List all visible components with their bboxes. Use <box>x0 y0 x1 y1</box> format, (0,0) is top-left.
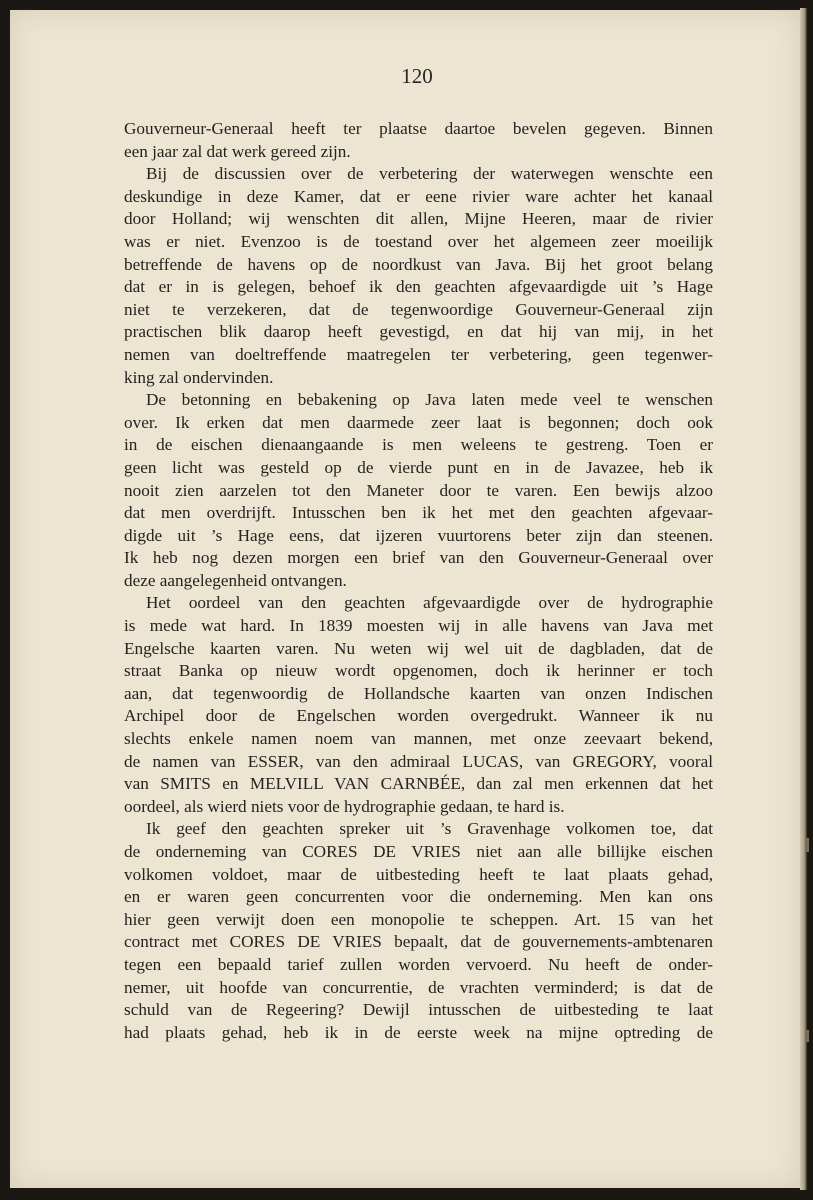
text-line: practischen blik daarop heeft gevestigd, en dat hij van mij, in het <box>124 322 713 342</box>
text-line: niet te verzekeren, dat de tegenwoordige Gouverneur-Generaal zijn <box>124 299 713 319</box>
text-line: king zal ondervinden. <box>124 367 274 387</box>
text-line: hier geen verwijt doen een monopolie te scheppen. Art. 15 van het <box>124 909 713 929</box>
text-line: tegen een bepaald tarief zullen worden vervoerd. Nu heeft de onder- <box>124 954 713 974</box>
margin-mark <box>806 1030 809 1042</box>
text-line: de namen van ESSER, van den admiraal LUCAS, van GREGORY, vooral <box>124 751 713 771</box>
text-line: aan, dat tegenwoordig de Hollandsche kaarten van onzen Indischen <box>124 683 713 703</box>
text-line: dat er in is gelegen, behoef ik den geachten afgevaardigde uit ’s Hage <box>124 277 713 297</box>
text-line: van SMITS en MELVILL VAN CARNBÉE, dan zal men erkennen dat het <box>124 774 713 794</box>
margin-mark <box>806 838 809 852</box>
text-line: slechts enkele namen noem van mannen, met onze zeevaart bekend, <box>124 729 713 749</box>
text-line: deze aangelegenheid ontvangen. <box>124 570 347 590</box>
text-line: was er niet. Evenzoo is de toestand over het algemeen zeer moeilijk <box>124 231 713 251</box>
text-line: straat Banka op nieuw wordt opgenomen, doch ik herinner er toch <box>124 661 713 681</box>
text-line: schuld van de Regeering? Dewijl intusschen de uitbesteding te laat <box>124 1000 713 1020</box>
page-number: 120 <box>401 64 433 88</box>
text-line: volkomen voldoet, maar de uitbesteding heeft te laat plaats gehad, <box>124 864 713 884</box>
text-line: Bij de discussien over de verbetering der waterwegen wenschte een <box>146 164 713 184</box>
page-edge <box>800 8 807 1190</box>
text-line: nemen van doeltreffende maatregelen ter verbetering, geen tegenwer- <box>124 344 713 364</box>
text-line: had plaats gehad, heb ik in de eerste week na mijne optreding de <box>124 1022 713 1042</box>
text-line: nooit zien aarzelen tot den Maneter door te varen. Een bewijs alzoo <box>124 480 713 500</box>
text-line: een jaar zal dat werk gereed zijn. <box>124 141 351 161</box>
text-line: Ik heb nog dezen morgen een brief van den Gouverneur-Generaal over <box>124 548 713 568</box>
text-line: dat men overdrijft. Intusschen ben ik het met den geachten afgevaar- <box>124 503 713 523</box>
text-line: deskundige in deze Kamer, dat er eene rivier ware achter het kanaal <box>124 186 713 206</box>
text-line: is mede wat hard. In 1839 moesten wij in alle havens van Java met <box>124 616 713 636</box>
text-line: Gouverneur-Generaal heeft ter plaatse daartoe bevelen gegeven. Binnen <box>124 119 713 138</box>
text-line: betreffende de havens op de noordkust van Java. Bij het groot belang <box>124 254 713 274</box>
text-line: over. Ik erken dat men daarmede zeer laat is begonnen; doch ook <box>124 412 713 432</box>
body-text <box>124 118 713 1044</box>
text-line: Het oordeel van den geachten afgevaardigde over de hydrographie <box>146 593 713 613</box>
text-line: en er waren geen concurrenten voor die onderneming. Men kan ons <box>124 887 713 907</box>
text-line: geen licht was gesteld op de vierde punt en in de Javazee, heb ik <box>124 457 713 477</box>
text-line: oordeel, als wierd niets voor de hydrographie gedaan, te hard is. <box>124 796 565 816</box>
text-line: digde uit ’s Hage eens, dat ijzeren vuurtorens beter zijn dan steenen. <box>124 525 713 545</box>
text-line: De betonning en bebakening op Java laten mede veel te wenschen <box>146 390 713 410</box>
text-line: door Holland; wij wenschten dit allen, Mijne Heeren, maar de rivier <box>124 209 713 229</box>
text-line: de onderneming van CORES DE VRIES niet aan alle billijke eischen <box>124 842 713 861</box>
text-line: nemer, uit hoofde van concurrentie, de vrachten verminderd; is dat de <box>124 977 713 997</box>
text-line: in de eischen dienaangaande is men weleens te gestreng. Toen er <box>124 435 713 455</box>
text-line: contract met CORES DE VRIES bepaalt, dat de gouvernements-ambtenaren <box>124 932 713 952</box>
text-line: Archipel door de Engelschen worden overgedrukt. Wanneer ik nu <box>124 706 713 726</box>
text-line: Engelsche kaarten varen. Nu weten wij wel uit de dagbladen, dat de <box>124 638 713 658</box>
text-line: Ik geef den geachten spreker uit ’s Gravenhage volkomen toe, dat <box>146 819 713 839</box>
